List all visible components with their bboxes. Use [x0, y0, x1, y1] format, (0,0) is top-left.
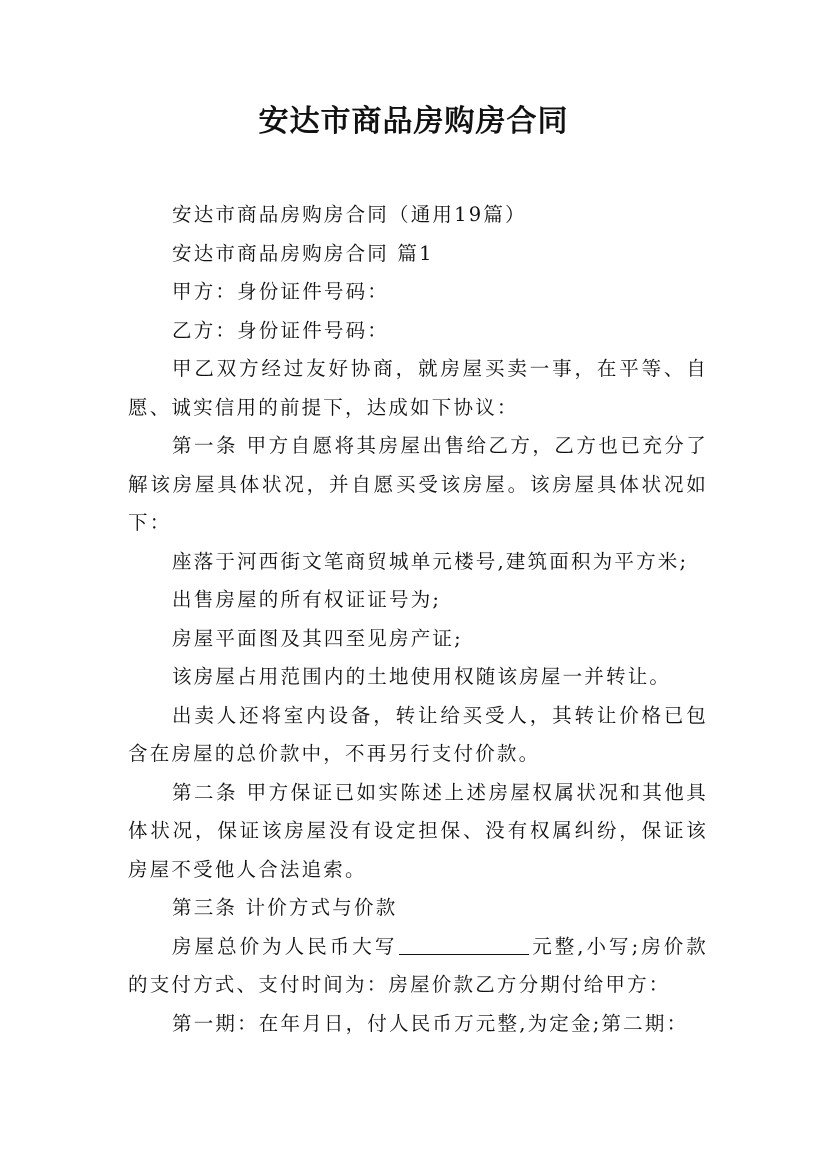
document-title: 安达市商品房购房合同 — [258, 104, 569, 139]
document-body — [128, 196, 708, 1043]
paragraph-subtitle: 安达市商品房购房合同（通用19篇） — [172, 203, 527, 226]
price-text-after: 元整,小写;房价款的支付方式、支付时间为：房屋价款乙方分期付给甲方： — [128, 934, 708, 996]
paragraph-article-1: 第一条 甲方自愿将其房屋出售给乙方，乙方也已充分了解该房屋具体状况，并自愿买受该房屋。该房屋具体状况如下： — [128, 434, 708, 534]
paragraph-preamble: 甲乙双方经过友好协商，就房屋买卖一事，在平等、自愿、诚实信用的前提下，达成如下协议： — [128, 357, 708, 419]
paragraph-land-use: 该房屋占用范围内的土地使用权随该房屋一并转让。 — [172, 665, 672, 688]
paragraph-price — [128, 928, 708, 1005]
paragraph-certificate: 出售房屋的所有权证证号为; — [172, 588, 442, 611]
paragraph-floor-plan: 房屋平面图及其四至见房产证; — [172, 626, 463, 650]
price-text-before: 房屋总价为人民币大写 — [172, 934, 398, 958]
paragraph-article-2: 第二条 甲方保证已如实陈述上述房屋权属状况和其他具体状况，保证该房屋没有设定担保、没有权属纠纷，保证该房屋不受他人合法追索。 — [128, 780, 708, 881]
paragraph-payment-stages: 第一期：在年月日，付人民币万元整,为定金;第二期： — [172, 1011, 689, 1035]
price-blank-line — [399, 934, 529, 955]
paragraph-party-b: 乙方：身份证件号码： — [172, 318, 390, 342]
paragraph-location: 座落于河西街文笔商贸城单元楼号,建筑面积为平方米; — [172, 549, 689, 573]
paragraph-section-heading: 安达市商品房购房合同 篇1 — [172, 241, 434, 265]
paragraph-article-3: 第三条 计价方式与价款 — [172, 896, 398, 919]
paragraph-equipment: 出卖人还将室内设备，转让给买受人，其转让价格已包含在房屋的总价款中，不再另行支付价款。 — [128, 703, 708, 765]
paragraph-party-a: 甲方：身份证件号码： — [172, 280, 390, 303]
